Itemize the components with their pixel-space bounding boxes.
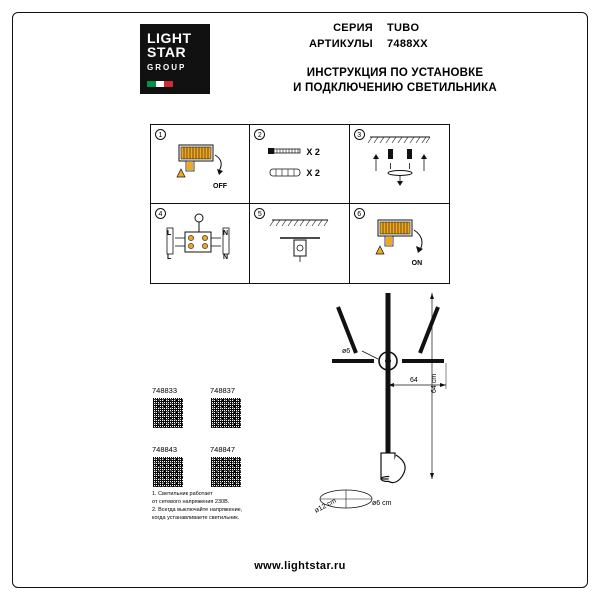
code-label: 748837 [210,386,236,395]
article-label: АРТИКУЛЫ [308,38,373,50]
brand-logo [140,24,210,94]
dim-diameter-label: ø6 [342,348,351,355]
step-4-cell [151,204,250,283]
code-item-748843 [152,445,196,488]
document-title [230,66,560,96]
step-3-cell [350,125,449,204]
document-title-line-1: ИНСТРУКЦИЯ ПО УСТАНОВКЕ [306,67,484,79]
steps-grid [150,124,450,284]
code-row-2 [152,445,262,488]
brand-line-3: GROUP [147,63,187,72]
footer-website[interactable]: www.lightstar.ru [254,560,346,572]
dim-height-label: 64 cm [431,373,438,393]
step-4-illustration [151,204,251,284]
series-value: TUBO [387,22,420,34]
step-2-caption-screws: X 2 [306,147,320,157]
document-title-line-2: И ПОДКЛЮЧЕНИЮ СВЕТИЛЬНИКА [293,82,497,94]
step-3-illustration [350,125,450,205]
note-line-3: 2. Всегда выключайте напряжение, [152,507,243,513]
dim-width-label: 64 [410,377,418,384]
italy-flag-icon [147,81,173,87]
step-1-cell [151,125,250,204]
code-item-748833 [152,386,196,429]
step-6-illustration [350,204,450,284]
note-line-4: когда устанавливаете светильник. [152,515,240,521]
code-label: 748847 [210,445,236,454]
code-label: 748833 [152,386,178,395]
article-row [230,38,560,50]
note-line-2: от сетевого напряжения 230В. [152,499,230,505]
step-1-number: 1 [155,129,166,140]
code-row-1 [152,386,262,429]
dim-base-depth-label: ø6 cm [372,500,392,507]
header-text [230,22,560,96]
brand-line-1: LIGHT [147,30,192,46]
step-4-label-n-right: N [223,230,229,237]
step-2-caption-dowels: X 2 [306,168,320,178]
code-item-748837 [210,386,254,429]
step-6-cell [350,204,449,283]
step-2-illustration [250,125,350,205]
step-1-caption: OFF [213,183,227,190]
step-4-label-n-bottom: N [223,254,229,261]
step-6-caption: ON [411,260,423,267]
safety-notes [152,490,282,522]
dim-base-diameter-label: ø12 cm [313,497,338,515]
series-row [230,22,560,34]
brand-line-2: STAR [147,44,187,60]
step-6-number: 6 [354,208,365,219]
qr-code-icon [210,397,242,429]
step-3-number: 3 [354,129,365,140]
series-label: СЕРИЯ [333,22,373,34]
qr-code-icon [152,456,184,488]
step-4-number: 4 [155,208,166,219]
step-4-label-l-left: L [167,230,172,237]
step-2-number: 2 [254,129,265,140]
step-4-label-l-bottom: L [167,254,172,261]
code-item-748847 [210,445,254,488]
product-codes [152,386,262,492]
article-value: 7488XX [387,38,428,50]
step-2-cell [250,125,349,204]
code-label: 748843 [152,445,178,454]
qr-code-icon [152,397,184,429]
qr-code-icon [210,456,242,488]
step-5-cell [250,204,349,283]
step-5-illustration [250,204,350,284]
step-1-illustration [151,125,251,205]
note-line-1: 1. Светильник работает [152,491,213,497]
step-5-number: 5 [254,208,265,219]
